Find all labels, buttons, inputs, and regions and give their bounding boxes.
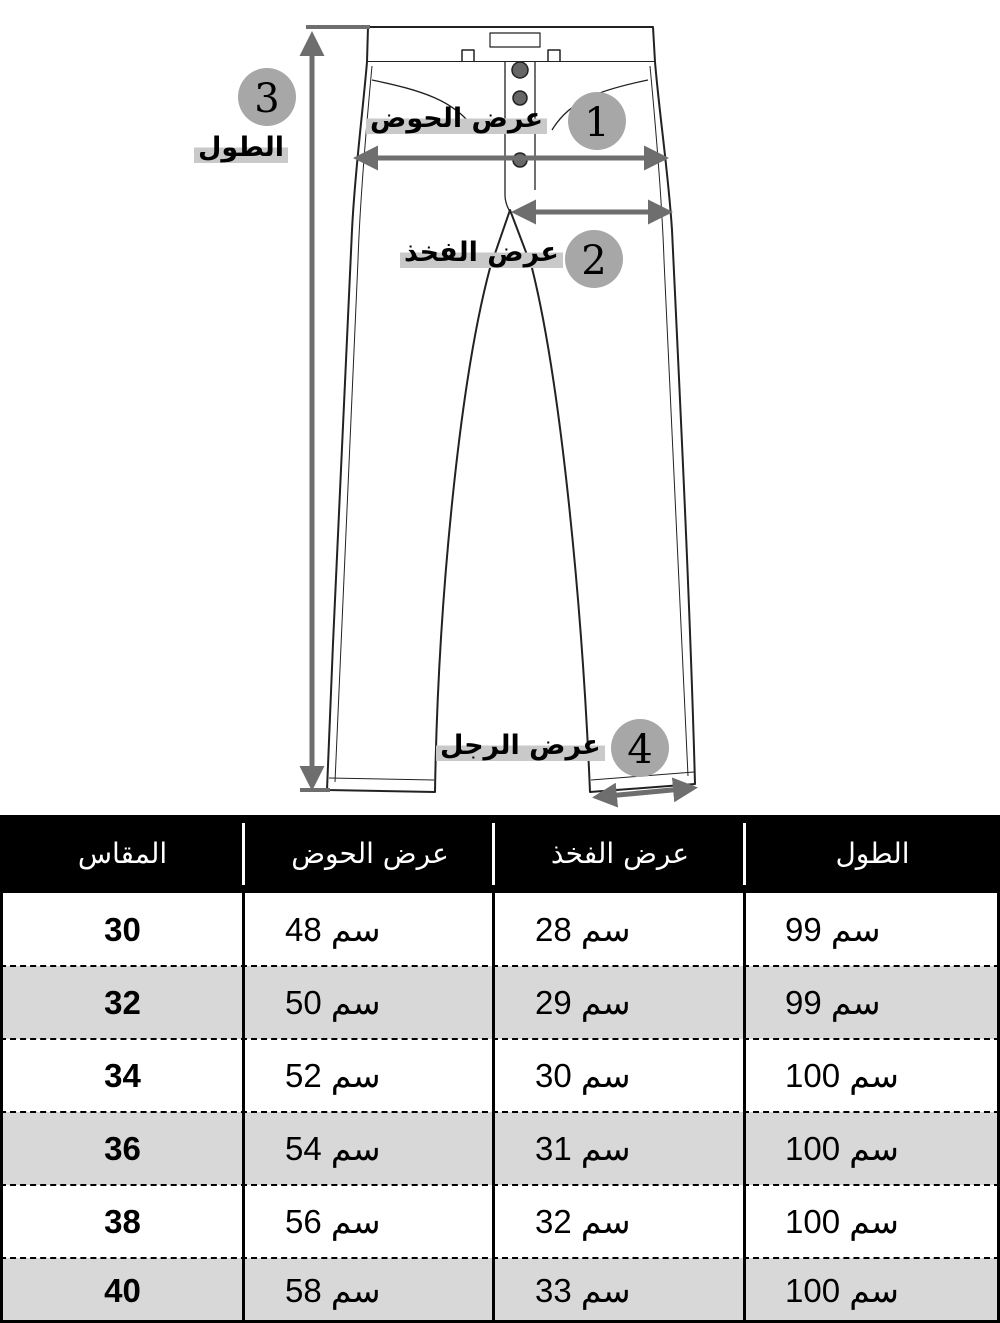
cell-size: 40 [104, 1271, 141, 1309]
cell-length: 100 سم [785, 1130, 899, 1167]
table-row [0, 1039, 1000, 1112]
svg-text:1: 1 [584, 100, 610, 146]
cell-hip-width: 48 سم [285, 911, 381, 948]
header-thigh-width: عرض الفخذ [550, 837, 690, 870]
cell-thigh-width: 31 سم [535, 1130, 631, 1167]
row-separator [0, 965, 1000, 967]
thigh-width-label: عرض الفخذ [400, 237, 563, 268]
row-separator [0, 1184, 1000, 1186]
svg-text:2: 2 [581, 238, 607, 284]
cell-thigh-width: 28 سم [535, 911, 631, 948]
pants-outline [327, 27, 695, 792]
row-separator [0, 1038, 1000, 1040]
cell-length: 99 سم [785, 984, 881, 1021]
header-hip-width: عرض الحوض [291, 837, 449, 870]
cell-hip-width: 56 سم [285, 1203, 381, 1240]
column-divider [492, 893, 495, 1323]
cell-hip-width: 54 سم [285, 1130, 381, 1167]
cell-length: 100 سم [785, 1203, 899, 1240]
badge-thigh-width [565, 230, 623, 288]
hip-width-label: عرض الحوض [366, 103, 547, 134]
header-size: المقاس [77, 837, 168, 870]
cell-hip-width: 58 سم [285, 1272, 381, 1309]
cell-length: 100 سم [785, 1057, 899, 1094]
cell-thigh-width: 33 سم [535, 1272, 631, 1309]
length-label: الطول [194, 132, 288, 163]
size-table [0, 815, 1000, 1323]
badge-length [238, 68, 296, 126]
cell-size: 38 [104, 1202, 141, 1240]
leg-opening-label: عرض الرجل [436, 730, 605, 761]
cell-thigh-width: 30 سم [535, 1057, 631, 1094]
table-row [0, 893, 1000, 966]
svg-text:4: 4 [627, 727, 653, 773]
cell-thigh-width: 29 سم [535, 984, 631, 1021]
badge-leg-opening [611, 719, 669, 777]
cell-size: 36 [104, 1129, 141, 1167]
cell-size: 30 [104, 910, 141, 948]
cell-length: 99 سم [785, 911, 881, 948]
row-separator [0, 1111, 1000, 1113]
row-separator [0, 1257, 1000, 1259]
column-divider [242, 893, 245, 1323]
cell-hip-width: 50 سم [285, 984, 381, 1021]
cell-length: 100 سم [785, 1272, 899, 1309]
header-length: الطول [835, 837, 910, 870]
table-header [0, 815, 1000, 893]
cell-size: 32 [104, 983, 141, 1021]
cell-hip-width: 52 سم [285, 1057, 381, 1094]
table-row [0, 966, 1000, 1039]
table-row [0, 1112, 1000, 1185]
cell-size: 34 [104, 1056, 141, 1094]
badge-hip-width [568, 92, 626, 150]
cell-thigh-width: 32 سم [535, 1203, 631, 1240]
column-divider [743, 893, 746, 1323]
table-row [0, 1185, 1000, 1258]
svg-text:3: 3 [254, 76, 280, 122]
table-row [0, 1258, 1000, 1323]
